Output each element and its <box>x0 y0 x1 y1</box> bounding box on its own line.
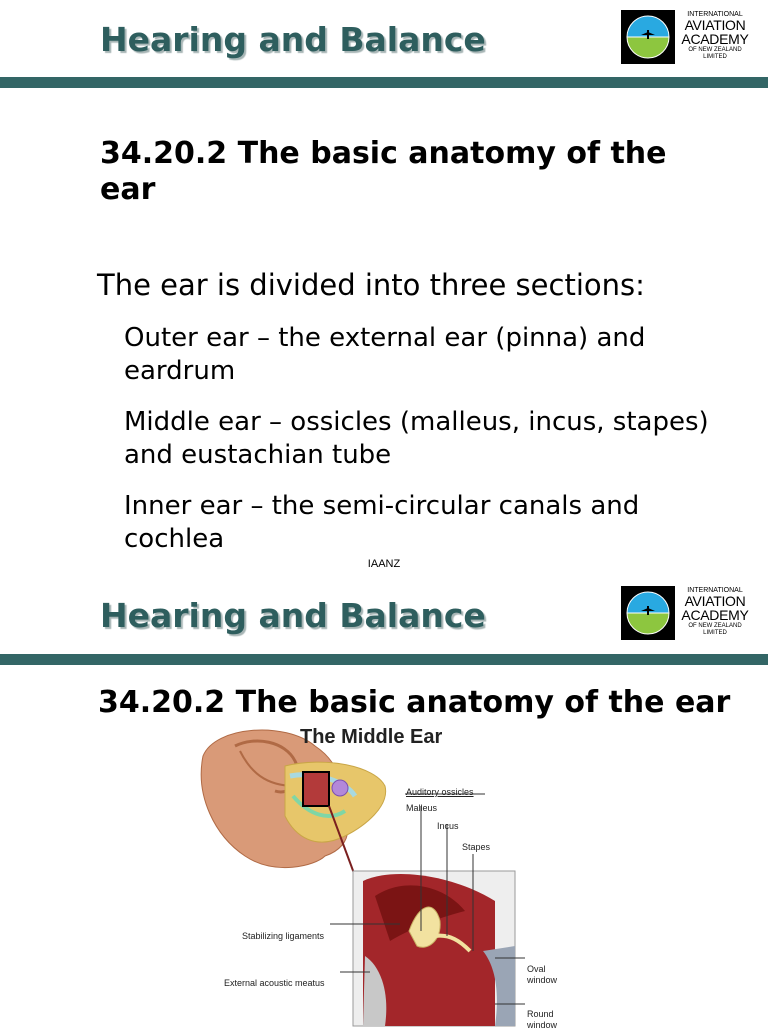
logo-line-3: ACADEMY <box>681 607 749 623</box>
slide-2 <box>0 576 768 1030</box>
bullet-list <box>124 322 744 574</box>
iaanz-logo <box>621 586 753 642</box>
logo-line-3: ACADEMY <box>681 31 749 47</box>
iaanz-logo <box>621 10 753 66</box>
slide-title: Hearing and Balance <box>100 596 486 635</box>
bullet-outer-ear: Outer ear – the external ear (pinna) and eardrum <box>124 323 646 386</box>
logo-line-4: OF NEW ZEALAND <box>688 623 742 629</box>
logo-badge-icon <box>621 586 675 640</box>
header-divider <box>0 77 768 88</box>
logo-line-4: OF NEW ZEALAND <box>688 47 742 53</box>
logo-badge-icon <box>621 10 675 64</box>
logo-line-1: INTERNATIONAL <box>687 11 743 18</box>
label-malleus: Malleus <box>406 803 438 813</box>
label-external-acoustic-meatus: External acoustic meatus <box>224 978 325 988</box>
label-oval-window: Oval window <box>527 964 558 985</box>
label-stabilizing-ligaments: Stabilizing ligaments <box>242 931 325 941</box>
figure-title: The Middle Ear <box>300 726 443 748</box>
logo-line-2: AVIATION <box>684 17 746 33</box>
slide-footer: IAANZ <box>367 558 401 570</box>
slide-heading: 34.20.2 The basic anatomy of the ear <box>100 136 667 207</box>
label-incus: Incus <box>437 821 459 831</box>
bullet-inner-ear: Inner ear – the semi-circular canals and cochlea <box>124 491 640 554</box>
slide-title: Hearing and Balance <box>100 20 486 59</box>
bullet-middle-ear: Middle ear – ossicles (malleus, incus, stapes) and eustachian tube <box>124 407 709 470</box>
label-stapes: Stapes <box>462 842 491 852</box>
slide-heading: 34.20.2 The basic anatomy of the ear <box>98 685 731 720</box>
label-auditory-ossicles: Auditory ossicles <box>406 787 474 797</box>
logo-line-1: INTERNATIONAL <box>687 587 743 594</box>
logo-line-5: LIMITED <box>703 54 727 60</box>
label-round-window: Round window <box>527 1009 558 1030</box>
logo-line-5: LIMITED <box>703 630 727 636</box>
intro-text: The ear is divided into three sections: <box>97 268 645 302</box>
header-divider <box>0 654 768 665</box>
logo-line-2: AVIATION <box>684 593 746 609</box>
